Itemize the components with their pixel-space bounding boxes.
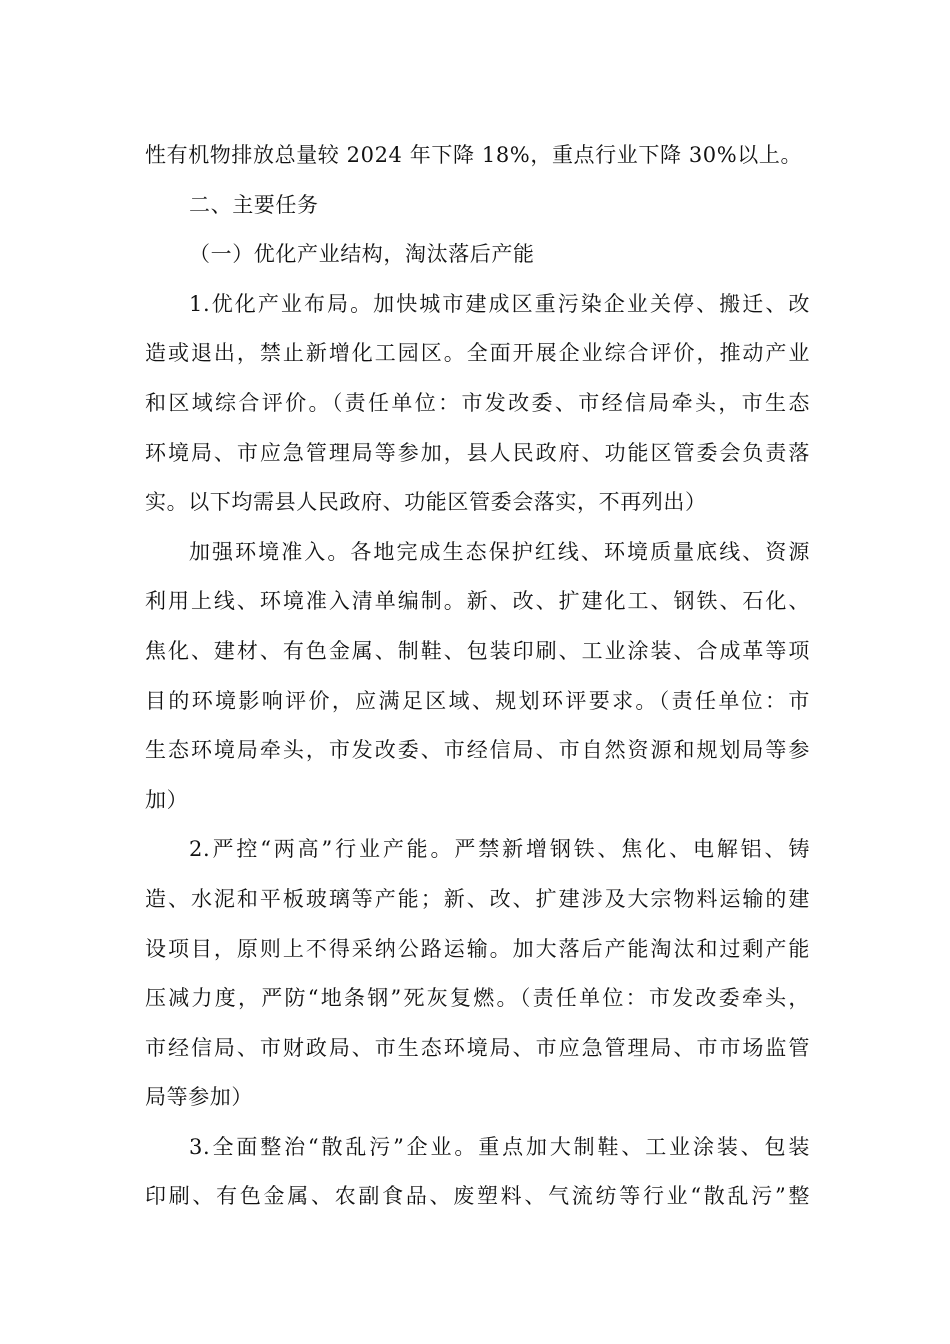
paragraph-line: 1.优化产业布局。加快城市建成区重污染企业关停、搬迁、改 bbox=[189, 291, 810, 316]
paragraph-line: 局等参加） bbox=[145, 1085, 253, 1110]
subsection-heading-industry-structure: （一）优化产业结构，淘汰落后产能 bbox=[189, 242, 535, 267]
paragraph-line: 生态环境局牵头，市发改委、市经信局、市自然资源和规划局等参 bbox=[145, 738, 810, 763]
section-heading-main-tasks: 二、主要任务 bbox=[189, 192, 319, 217]
paragraph-line: 目的环境影响评价，应满足区域、规划环评要求。（责任单位：市 bbox=[145, 688, 810, 713]
paragraph-line: 性有机物排放总量较 2024 年下降 18%，重点行业下降 30%以上。 bbox=[145, 143, 803, 167]
document-body bbox=[145, 131, 810, 1222]
paragraph-line: 焦化、建材、有色金属、制鞋、包装印刷、工业涂装、合成革等项 bbox=[145, 638, 810, 663]
paragraph-line: 3.全面整治“散乱污”企业。重点加大制鞋、工业涂装、包装 bbox=[189, 1134, 810, 1159]
paragraph-line: 利用上线、环境准入清单编制。新、改、扩建化工、钢铁、石化、 bbox=[145, 589, 810, 614]
paragraph-line: 印刷、有色金属、农副食品、废塑料、气流纺等行业“散乱污”整 bbox=[145, 1184, 810, 1209]
paragraph-line: 压减力度，严防“地条钢”死灰复燃。（责任单位：市发改委牵头， bbox=[145, 986, 810, 1011]
paragraph-line: 市经信局、市财政局、市生态环境局、市应急管理局、市市场监管 bbox=[145, 1035, 810, 1060]
paragraph-line: 和区域综合评价。（责任单位：市发改委、市经信局牵头，市生态 bbox=[145, 390, 810, 415]
paragraph-line: 造或退出，禁止新增化工园区。全面开展企业综合评价，推动产业 bbox=[145, 341, 810, 366]
paragraph-line: 设项目，原则上不得采纳公路运输。加大落后产能淘汰和过剩产能 bbox=[145, 936, 810, 961]
paragraph-line: 2.严控“两高”行业产能。严禁新增钢铁、焦化、电解铝、铸 bbox=[189, 837, 810, 862]
paragraph-line: 加强环境准入。各地完成生态保护红线、环境质量底线、资源 bbox=[189, 539, 810, 564]
paragraph-line: 环境局、市应急管理局等参加，县人民政府、功能区管委会负责落 bbox=[145, 440, 810, 465]
paragraph-line: 实。以下均需县人民政府、功能区管委会落实，不再列出） bbox=[145, 490, 707, 515]
paragraph-line: 加） bbox=[145, 787, 189, 812]
paragraph-line: 造、水泥和平板玻璃等产能；新、改、扩建涉及大宗物料运输的建 bbox=[145, 886, 810, 911]
